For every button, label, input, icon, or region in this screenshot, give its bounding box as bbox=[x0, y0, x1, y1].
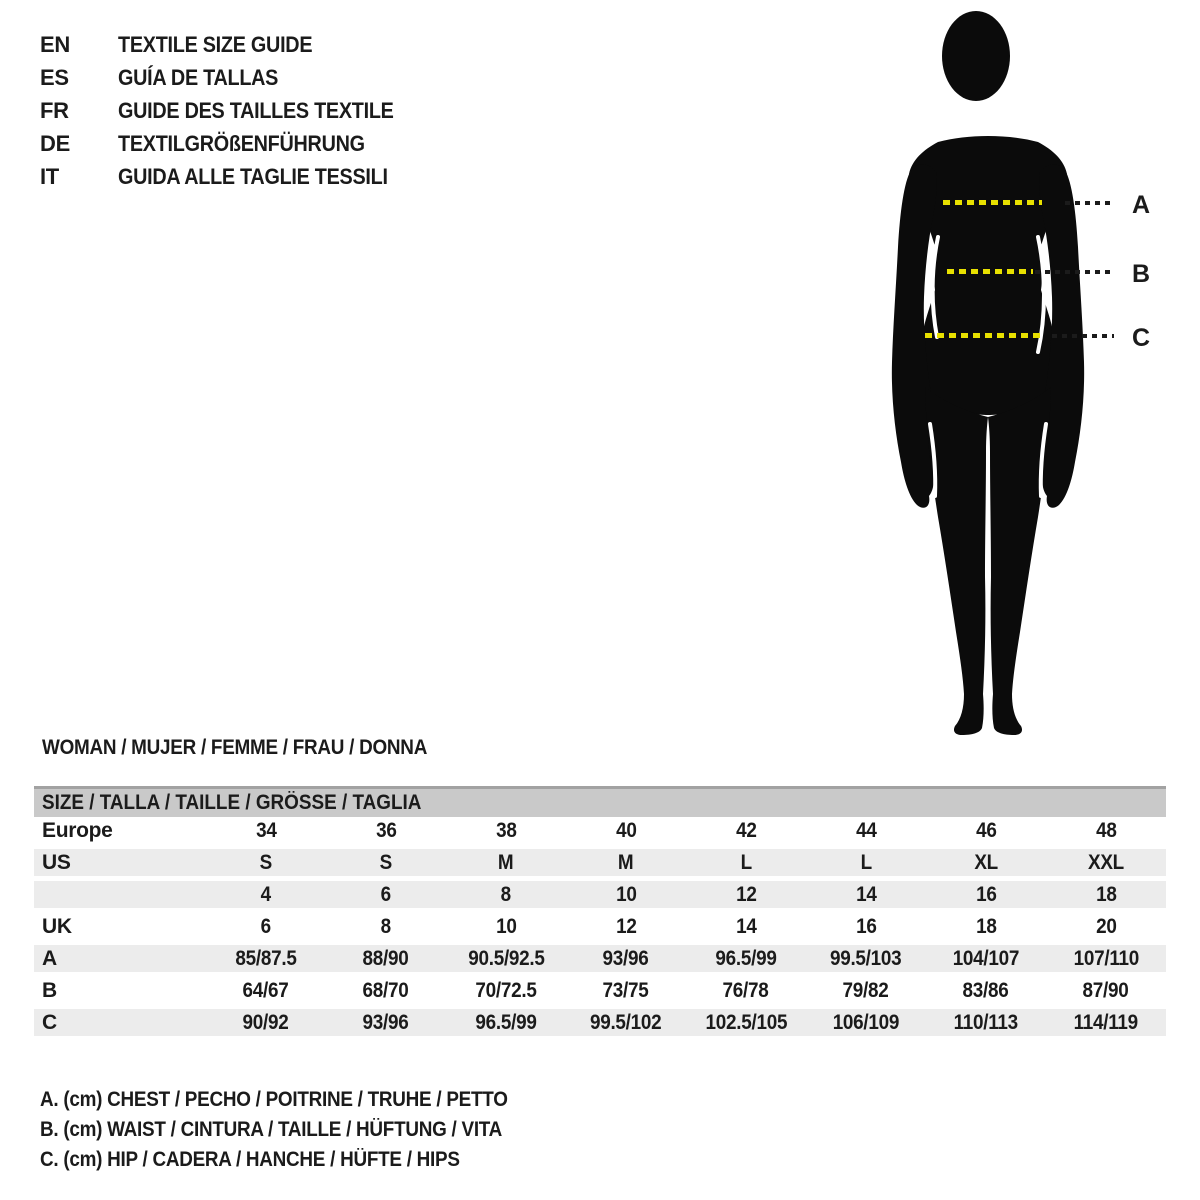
size-value-cell bbox=[686, 883, 806, 907]
language-row bbox=[40, 94, 424, 127]
size-value-cell bbox=[1046, 1011, 1166, 1035]
size-value-cell bbox=[206, 819, 326, 843]
size-value: 70/72.5 bbox=[475, 978, 537, 1002]
measure-legend bbox=[40, 1088, 560, 1178]
size-value: 38 bbox=[495, 818, 517, 842]
size-value: S bbox=[379, 850, 393, 874]
waist-measure-line bbox=[947, 269, 1033, 274]
head-shape bbox=[942, 11, 1010, 101]
row-cells bbox=[206, 883, 1166, 907]
size-table-body bbox=[34, 817, 1166, 1041]
size-value: 14 bbox=[735, 914, 757, 938]
size-value-cell bbox=[566, 851, 686, 875]
gender-heading-text: WOMAN / MUJER / FEMME / FRAU / DONNA bbox=[42, 736, 428, 759]
size-value-cell bbox=[806, 819, 926, 843]
table-row bbox=[34, 817, 1166, 849]
size-value-cell bbox=[446, 1011, 566, 1035]
size-value-cell bbox=[326, 883, 446, 907]
size-value: XXL bbox=[1088, 850, 1124, 874]
size-value: 90.5/92.5 bbox=[467, 946, 545, 970]
size-value: 10 bbox=[495, 914, 517, 938]
size-value: 83/86 bbox=[963, 978, 1009, 1002]
guide-title: TEXTILGRÖßENFÜHRUNG bbox=[118, 130, 365, 156]
size-value-cell bbox=[686, 947, 806, 971]
size-value-cell bbox=[926, 883, 1046, 907]
legend-line-text: C. (cm) HIP / CADERA / HANCHE / HÜFTE / HIPS bbox=[40, 1148, 460, 1171]
size-value-cell bbox=[926, 851, 1046, 875]
woman-silhouette-graphic bbox=[878, 4, 1098, 735]
size-value: 87/90 bbox=[1083, 978, 1129, 1002]
size-value: 8 bbox=[500, 882, 512, 906]
size-value: 64/67 bbox=[243, 978, 289, 1002]
row-cells bbox=[206, 851, 1166, 875]
hip-measure-line bbox=[925, 333, 1043, 338]
size-value-cell bbox=[806, 851, 926, 875]
language-code: ES bbox=[40, 64, 69, 90]
size-value-cell bbox=[206, 883, 326, 907]
size-value-cell bbox=[1046, 915, 1166, 939]
size-value-cell bbox=[806, 915, 926, 939]
size-value-cell bbox=[566, 979, 686, 1003]
row-label: A bbox=[42, 946, 57, 970]
chest-line-label: A bbox=[1131, 191, 1151, 219]
size-value-cell bbox=[326, 979, 446, 1003]
guide-title: GUIDA ALLE TAGLIE TESSILI bbox=[118, 163, 388, 189]
size-value-cell bbox=[566, 883, 686, 907]
size-value-cell bbox=[206, 851, 326, 875]
size-value: 73/75 bbox=[603, 978, 649, 1002]
size-value: 40 bbox=[615, 818, 637, 842]
size-value-cell bbox=[1046, 851, 1166, 875]
size-value-cell bbox=[566, 915, 686, 939]
size-value-cell bbox=[446, 883, 566, 907]
hip-leader-line bbox=[1052, 334, 1114, 338]
size-table-header bbox=[34, 786, 1166, 817]
size-value-cell bbox=[686, 915, 806, 939]
row-label: US bbox=[42, 850, 71, 874]
size-value: 68/70 bbox=[363, 978, 409, 1002]
woman-silhouette-figure bbox=[878, 4, 1200, 736]
size-value: 76/78 bbox=[723, 978, 769, 1002]
size-value-cell bbox=[206, 979, 326, 1003]
size-value: 102.5/105 bbox=[705, 1010, 787, 1034]
gender-heading bbox=[42, 736, 470, 760]
language-row bbox=[40, 28, 424, 61]
row-cells bbox=[206, 1011, 1166, 1035]
size-value: 99.5/102 bbox=[590, 1010, 662, 1034]
size-value: 12 bbox=[615, 914, 637, 938]
size-value-cell bbox=[926, 947, 1046, 971]
size-value: M bbox=[618, 850, 634, 874]
size-table-header-text: SIZE / TALLA / TAILLE / GRÖSSE / TAGLIA bbox=[42, 791, 422, 814]
row-label: C bbox=[42, 1010, 57, 1034]
table-row bbox=[34, 945, 1166, 977]
size-value: 18 bbox=[975, 914, 997, 938]
size-value: 107/110 bbox=[1073, 946, 1139, 970]
table-row bbox=[34, 913, 1166, 945]
row-label: B bbox=[42, 978, 57, 1002]
size-value-cell bbox=[806, 979, 926, 1003]
guide-title: TEXTILE SIZE GUIDE bbox=[118, 31, 313, 57]
guide-title: GUÍA DE TALLAS bbox=[118, 64, 279, 90]
size-value: 110/113 bbox=[953, 1010, 1019, 1034]
row-cells bbox=[206, 979, 1166, 1003]
table-row bbox=[34, 977, 1166, 1009]
table-row bbox=[34, 1009, 1166, 1041]
hip-line-label: C bbox=[1131, 324, 1151, 352]
size-value: 46 bbox=[975, 818, 997, 842]
size-table bbox=[34, 786, 1166, 1041]
chest-leader-line bbox=[1065, 201, 1114, 205]
right-leg-shape bbox=[988, 387, 1051, 735]
size-value: 6 bbox=[260, 914, 272, 938]
legend-line bbox=[40, 1088, 560, 1118]
size-value-cell bbox=[446, 851, 566, 875]
size-value-cell bbox=[806, 1011, 926, 1035]
legend-line-text: B. (cm) WAIST / CINTURA / TAILLE / HÜFTUNG / VITA bbox=[40, 1118, 503, 1141]
size-value-cell bbox=[326, 915, 446, 939]
size-value-cell bbox=[686, 1011, 806, 1035]
size-value: 88/90 bbox=[363, 946, 409, 970]
size-value-cell bbox=[326, 947, 446, 971]
size-value: 6 bbox=[380, 882, 392, 906]
size-value-cell bbox=[206, 915, 326, 939]
size-value: 48 bbox=[1095, 818, 1117, 842]
size-value-cell bbox=[206, 947, 326, 971]
language-code: FR bbox=[40, 97, 69, 123]
size-value: S bbox=[259, 850, 273, 874]
legend-line bbox=[40, 1148, 560, 1178]
size-value: 18 bbox=[1095, 882, 1117, 906]
size-value: 79/82 bbox=[843, 978, 889, 1002]
size-value: 12 bbox=[735, 882, 757, 906]
size-value-cell bbox=[206, 1011, 326, 1035]
size-value-cell bbox=[446, 819, 566, 843]
language-code: DE bbox=[40, 130, 70, 156]
size-value-cell bbox=[1046, 947, 1166, 971]
size-value: 14 bbox=[855, 882, 877, 906]
language-row bbox=[40, 127, 424, 160]
size-value: 10 bbox=[615, 882, 637, 906]
size-value: 20 bbox=[1095, 914, 1117, 938]
legend-line-text: A. (cm) CHEST / PECHO / POITRINE / TRUHE / PETTO bbox=[40, 1088, 508, 1111]
size-value: 96.5/99 bbox=[715, 946, 777, 970]
row-cells bbox=[206, 819, 1166, 843]
size-value-cell bbox=[326, 819, 446, 843]
size-value: 90/92 bbox=[243, 1010, 289, 1034]
size-value-cell bbox=[686, 851, 806, 875]
size-value: 104/107 bbox=[952, 946, 1020, 970]
size-value: M bbox=[498, 850, 514, 874]
size-value-cell bbox=[566, 819, 686, 843]
size-value: XL bbox=[974, 850, 998, 874]
size-value: 93/96 bbox=[363, 1010, 409, 1034]
size-value: 16 bbox=[855, 914, 877, 938]
size-value-cell bbox=[686, 819, 806, 843]
size-value-cell bbox=[1046, 883, 1166, 907]
size-value: L bbox=[860, 850, 872, 874]
left-leg-shape bbox=[925, 387, 988, 735]
size-value: 8 bbox=[380, 914, 392, 938]
size-value: 114/119 bbox=[1073, 1010, 1139, 1034]
language-title-list bbox=[40, 28, 424, 193]
size-value-cell bbox=[566, 1011, 686, 1035]
language-row bbox=[40, 61, 424, 94]
size-value-cell bbox=[446, 915, 566, 939]
size-value: 99.5/103 bbox=[830, 946, 902, 970]
size-value-cell bbox=[806, 883, 926, 907]
size-value-cell bbox=[326, 1011, 446, 1035]
size-value-cell bbox=[566, 947, 686, 971]
waist-line-label: B bbox=[1131, 260, 1151, 288]
language-row bbox=[40, 160, 424, 193]
guide-title: GUIDE DES TAILLES TEXTILE bbox=[118, 97, 394, 123]
size-value-cell bbox=[926, 915, 1046, 939]
size-value: 85/87.5 bbox=[235, 946, 297, 970]
size-value-cell bbox=[926, 979, 1046, 1003]
language-code: EN bbox=[40, 31, 70, 57]
size-value: L bbox=[740, 850, 752, 874]
size-value: 44 bbox=[855, 818, 877, 842]
legend-line bbox=[40, 1118, 560, 1148]
size-value-cell bbox=[806, 947, 926, 971]
size-value-cell bbox=[326, 851, 446, 875]
size-value-cell bbox=[686, 979, 806, 1003]
row-cells bbox=[206, 915, 1166, 939]
size-value: 96.5/99 bbox=[475, 1010, 537, 1034]
size-value: 36 bbox=[375, 818, 397, 842]
size-value-cell bbox=[446, 947, 566, 971]
row-cells bbox=[206, 947, 1166, 971]
row-label: Europe bbox=[42, 818, 113, 842]
language-code: IT bbox=[40, 163, 59, 189]
size-value: 4 bbox=[260, 882, 272, 906]
size-value: 16 bbox=[975, 882, 997, 906]
size-value-cell bbox=[926, 819, 1046, 843]
row-label: UK bbox=[42, 914, 72, 938]
size-value-cell bbox=[1046, 819, 1166, 843]
size-value: 34 bbox=[255, 818, 277, 842]
table-row bbox=[34, 881, 1166, 913]
size-value: 106/109 bbox=[832, 1010, 900, 1034]
size-value-cell bbox=[926, 1011, 1046, 1035]
size-value: 42 bbox=[735, 818, 757, 842]
waist-leader-line bbox=[1035, 270, 1114, 274]
size-value: 93/96 bbox=[603, 946, 649, 970]
size-value-cell bbox=[1046, 979, 1166, 1003]
table-row bbox=[34, 849, 1166, 881]
chest-measure-line bbox=[943, 200, 1042, 205]
size-value-cell bbox=[446, 979, 566, 1003]
